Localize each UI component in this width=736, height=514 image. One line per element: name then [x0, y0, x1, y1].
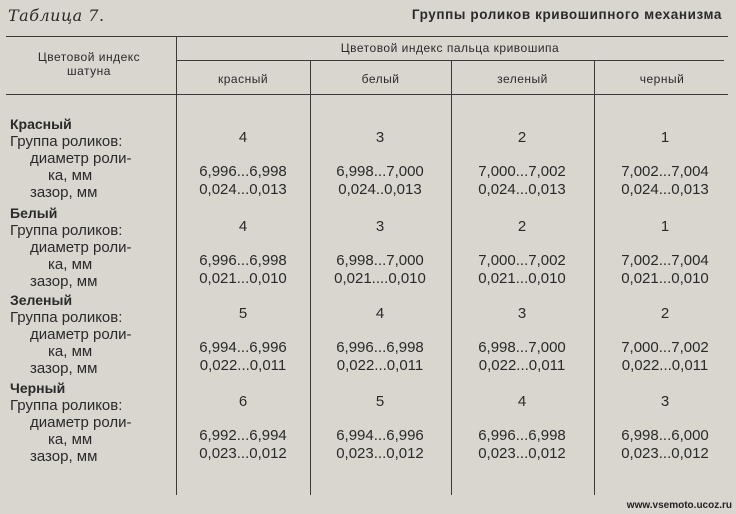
cell-diameter: 6,998...7,000 — [336, 163, 424, 180]
row-label-diameter-unit: ка, мм — [48, 167, 93, 184]
cell-diameter: 6,996...6,998 — [199, 163, 287, 180]
cell-diameter: 6,992...6,994 — [199, 427, 287, 444]
row-label-clearance: зазор, мм — [30, 360, 98, 377]
cell-clearance: 0,024...0,013 — [478, 181, 566, 198]
row-name: Черный — [10, 380, 66, 396]
header-bottom-rule — [6, 94, 728, 95]
cell-group: 3 — [375, 218, 385, 235]
cell-clearance: 0,023...0,012 — [478, 445, 566, 462]
cell-clearance: 0,024...0,013 — [199, 181, 287, 198]
row-label-diameter-unit: ка, мм — [48, 343, 93, 360]
cell-group: 5 — [375, 393, 385, 410]
cell-group: 2 — [517, 218, 527, 235]
cell-group: 3 — [517, 305, 527, 322]
cell-clearance: 0,024...0,013 — [621, 181, 709, 198]
cell-clearance: 0,023...0,012 — [199, 445, 287, 462]
cell-group: 4 — [517, 393, 527, 410]
cell-group: 5 — [238, 305, 248, 322]
cell-clearance: 0,021...0,010 — [478, 270, 566, 287]
table-title: Группы роликов кривошипного механизма — [411, 7, 722, 22]
cell-diameter: 7,000...7,002 — [621, 339, 709, 356]
row-label-diameter-unit: ка, мм — [48, 431, 93, 448]
row-label-diameter: диаметр роли- — [30, 326, 132, 343]
cell-diameter: 6,998...7,000 — [478, 339, 566, 356]
cell-clearance: 0,022...0,011 — [478, 357, 566, 374]
cell-group: 4 — [238, 129, 248, 146]
cell-diameter: 7,002...7,004 — [621, 252, 709, 269]
cell-diameter: 7,000...7,002 — [478, 163, 566, 180]
cell-group: 3 — [375, 129, 385, 146]
table-number: Таблица 7. — [8, 6, 105, 25]
row-label-diameter: диаметр роли- — [30, 414, 132, 431]
cell-group: 3 — [660, 393, 670, 410]
row-label-diameter-unit: ка, мм — [48, 256, 93, 273]
cell-diameter: 6,998...6,000 — [621, 427, 709, 444]
group-header-rule — [176, 60, 724, 61]
row-name: Зеленый — [10, 292, 73, 308]
cell-diameter: 7,000...7,002 — [478, 252, 566, 269]
cell-group: 1 — [660, 129, 670, 146]
cell-group: 6 — [238, 393, 248, 410]
row-label-group: Группа роликов: — [10, 133, 123, 150]
cell-diameter: 6,996...6,998 — [478, 427, 566, 444]
cell-clearance: 0,022...0,011 — [621, 357, 709, 374]
cell-clearance: 0,024..0,013 — [338, 181, 422, 198]
cell-clearance: 0,022...0,011 — [336, 357, 424, 374]
col-header-green: зеленый — [497, 72, 548, 86]
cell-group: 2 — [660, 305, 670, 322]
cell-diameter: 6,998...7,000 — [336, 252, 424, 269]
cell-group: 4 — [238, 218, 248, 235]
top-rule — [6, 36, 728, 37]
col-header-white: белый — [361, 72, 400, 86]
cell-diameter: 6,996...6,998 — [336, 339, 424, 356]
cell-diameter: 6,996...6,998 — [199, 252, 287, 269]
watermark: www.vsemoto.ucoz.ru — [626, 500, 732, 511]
col-header-red: красный — [217, 72, 269, 86]
cell-clearance: 0,021...0,010 — [199, 270, 287, 287]
cell-diameter: 7,002...7,004 — [621, 163, 709, 180]
row-label-clearance: зазор, мм — [30, 273, 98, 290]
row-label-diameter: диаметр роли- — [30, 239, 132, 256]
cell-clearance: 0,021...0,010 — [621, 270, 709, 287]
group-header: Цветовой индекс пальца кривошипа — [340, 41, 560, 55]
row-label-clearance: зазор, мм — [30, 448, 98, 465]
cell-group: 2 — [517, 129, 527, 146]
row-label-group: Группа роликов: — [10, 397, 123, 414]
col-header-black: черный — [639, 72, 685, 86]
row-label-group: Группа роликов: — [10, 309, 123, 326]
row-label-clearance: зазор, мм — [30, 184, 98, 201]
cell-clearance: 0,021....0,010 — [334, 270, 426, 287]
row-header: Цветовой индекс шатуна — [37, 50, 141, 78]
row-label-diameter: диаметр роли- — [30, 150, 132, 167]
cell-clearance: 0,023...0,012 — [336, 445, 424, 462]
row-name: Белый — [10, 205, 58, 221]
row-label-group: Группа роликов: — [10, 222, 123, 239]
cell-clearance: 0,023...0,012 — [621, 445, 709, 462]
row-name: Красный — [10, 116, 72, 132]
cell-group: 1 — [660, 218, 670, 235]
cell-group: 4 — [375, 305, 385, 322]
cell-diameter: 6,994...6,996 — [199, 339, 287, 356]
cell-diameter: 6,994...6,996 — [336, 427, 424, 444]
cell-clearance: 0,022...0,011 — [199, 357, 287, 374]
